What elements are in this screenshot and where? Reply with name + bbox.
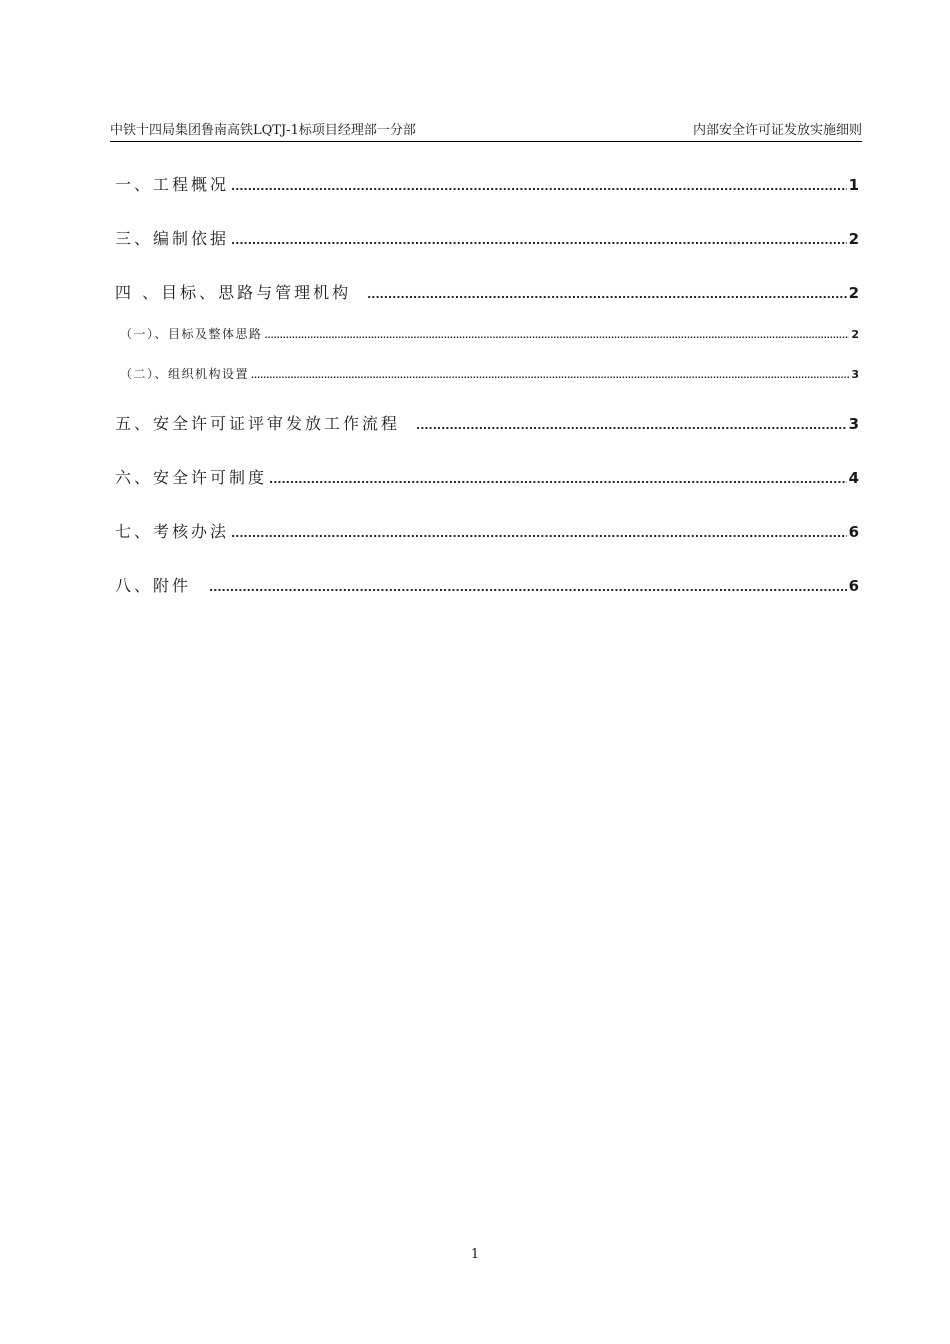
toc-dot-leader	[367, 288, 846, 301]
page-number: 1	[470, 1247, 480, 1262]
toc-entry-label: 一、工程概况	[115, 175, 230, 194]
toc-entry-label: 四 、目标、思路与管理机构	[115, 283, 352, 302]
toc-entry-label: （二）、组织机构设置	[120, 367, 250, 381]
toc-entry-org-setup[interactable]	[120, 365, 859, 383]
toc-entry-label: （一）、目标及整体思路	[120, 327, 263, 341]
toc-entry-page: 3	[851, 368, 859, 381]
toc-entry-assessment[interactable]	[115, 519, 859, 541]
header-project-name: 中铁十四局集团鲁南高铁LQTJ-1标项目经理部一分部	[110, 123, 416, 138]
toc-entry-page: 6	[848, 577, 859, 595]
toc-dot-leader	[269, 473, 847, 486]
toc-dot-leader	[231, 180, 847, 193]
toc-entry-page: 1	[848, 176, 859, 194]
toc-entry-label: 八、附件	[115, 576, 192, 595]
toc-entry-page: 2	[848, 284, 859, 302]
toc-dot-leader	[209, 581, 847, 594]
page-header	[110, 124, 862, 142]
toc-entry-permit-workflow[interactable]	[115, 411, 859, 433]
toc-entry-page: 2	[851, 328, 859, 341]
toc-entry-label: 六、安全许可制度	[115, 468, 268, 487]
toc-entry-goals-approach[interactable]	[120, 325, 859, 343]
header-document-title: 内部安全许可证发放实施细则	[692, 123, 862, 138]
toc-entry-goals-organization[interactable]	[115, 280, 859, 302]
toc-entry-attachments[interactable]	[115, 573, 859, 595]
toc-entry-label: 五、安全许可证评审发放工作流程	[115, 414, 401, 433]
toc-entry-label: 七、考核办法	[115, 522, 230, 541]
toc-entry-page: 6	[848, 523, 859, 541]
toc-dot-leader	[416, 419, 847, 432]
toc-entry-compilation-basis[interactable]	[115, 226, 859, 248]
toc-dot-leader	[251, 371, 849, 380]
toc-dot-leader	[265, 331, 850, 340]
toc-dot-leader	[231, 234, 847, 247]
toc-entry-page: 4	[848, 469, 859, 487]
toc-entry-project-overview[interactable]	[115, 172, 859, 194]
toc-entry-label: 三、编制依据	[115, 229, 230, 248]
toc-entry-permit-system[interactable]	[115, 465, 859, 487]
toc-entry-page: 2	[848, 230, 859, 248]
toc-entry-page: 3	[848, 415, 859, 433]
toc-dot-leader	[231, 527, 847, 540]
